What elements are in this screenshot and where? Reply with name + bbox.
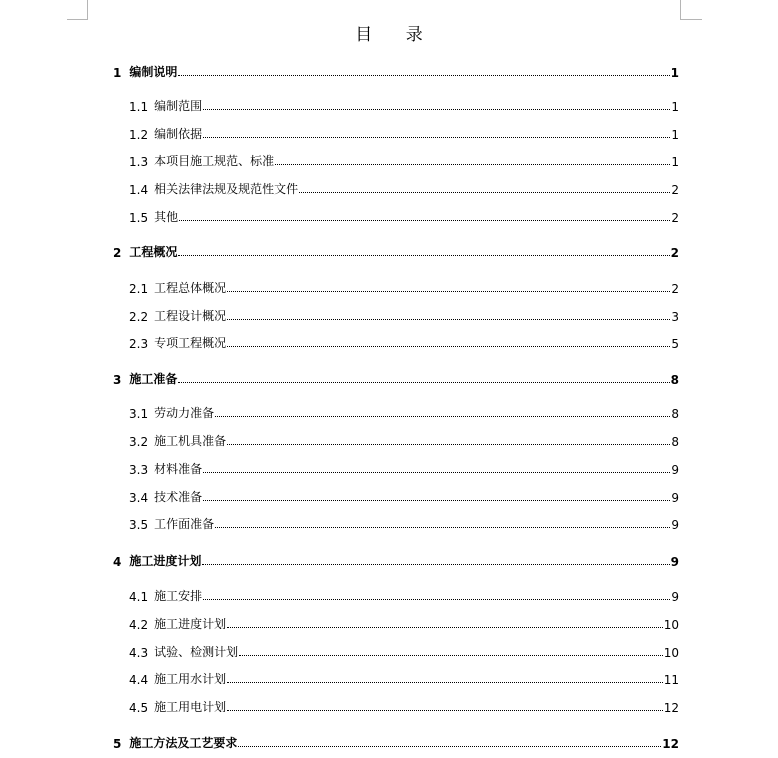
toc-entry-page-number: 9 (671, 590, 679, 604)
toc-entry-section[interactable] (129, 124, 679, 142)
page-title: 目 录 (355, 25, 437, 45)
toc-entry-number: 4.3 (129, 646, 149, 660)
toc-entry-section[interactable] (129, 403, 679, 421)
toc-entry-page-number: 10 (663, 618, 679, 632)
toc-entry-title: 施工安排 (154, 589, 203, 603)
toc-entry-number: 3.2 (129, 435, 149, 449)
toc-entry-number: 3.4 (129, 491, 149, 505)
toc-dot-leader (203, 598, 670, 600)
toc-entry-section[interactable] (129, 487, 679, 505)
toc-entry-title: 施工进度计划 (129, 554, 202, 568)
toc-entry-title: 技术准备 (154, 490, 203, 504)
toc-dot-leader (299, 191, 670, 193)
toc-dot-leader (275, 163, 670, 165)
toc-entry-title: 施工进度计划 (154, 617, 227, 631)
toc-entry-number: 1 (113, 66, 122, 80)
toc-entry-number: 3 (113, 373, 122, 387)
toc-entry-page-number: 12 (662, 737, 679, 751)
toc-entry-chapter[interactable] (113, 242, 679, 260)
toc-entry-title: 专项工程概况 (154, 336, 227, 350)
toc-entry-number: 1.3 (129, 155, 149, 169)
toc-dot-leader (227, 345, 670, 347)
toc-entry-title: 工程总体概况 (154, 281, 227, 295)
toc-dot-leader (227, 290, 670, 292)
toc-entry-page-number: 9 (671, 491, 679, 505)
toc-entry-section[interactable] (129, 151, 679, 169)
toc-entry-page-number: 12 (663, 701, 679, 715)
toc-dot-leader (178, 74, 669, 76)
toc-entry-page-number: 11 (663, 673, 679, 687)
toc-entry-page-number: 1 (671, 128, 679, 142)
toc-dot-leader (238, 745, 661, 747)
toc-entry-chapter[interactable] (113, 551, 679, 569)
toc-entry-page-number: 9 (671, 518, 679, 532)
toc-dot-leader (227, 443, 670, 445)
toc-entry-title: 试验、检测计划 (154, 645, 239, 659)
toc-dot-leader (178, 381, 669, 383)
toc-entry-page-number: 2 (670, 246, 679, 260)
toc-entry-page-number: 1 (671, 100, 679, 114)
toc-entry-title: 材料准备 (154, 462, 203, 476)
toc-entry-section[interactable] (129, 431, 679, 449)
toc-dot-leader (179, 219, 670, 221)
toc-entry-number: 4.1 (129, 590, 149, 604)
toc-dot-leader (227, 709, 663, 711)
toc-entry-page-number: 10 (663, 646, 679, 660)
toc-entry-page-number: 3 (671, 310, 679, 324)
toc-entry-page-number: 5 (671, 337, 679, 351)
toc-entry-section[interactable] (129, 459, 679, 477)
toc-entry-title: 编制范围 (154, 99, 203, 113)
toc-entry-section[interactable] (129, 179, 679, 197)
toc-entry-title: 施工用电计划 (154, 700, 227, 714)
toc-entry-number: 1.4 (129, 183, 149, 197)
toc-entry-number: 4.2 (129, 618, 149, 632)
toc-dot-leader (203, 108, 670, 110)
crop-mark-right-vertical (680, 0, 681, 20)
toc-entry-title: 编制说明 (129, 65, 178, 79)
toc-entry-section[interactable] (129, 278, 679, 296)
toc-entry-number: 5 (113, 737, 122, 751)
toc-dot-leader (203, 499, 670, 501)
toc-entry-number: 2.1 (129, 282, 149, 296)
toc-entry-number: 1.1 (129, 100, 149, 114)
toc-entry-page-number: 8 (671, 407, 679, 421)
toc-entry-number: 1.2 (129, 128, 149, 142)
toc-entry-section[interactable] (129, 333, 679, 351)
toc-dot-leader (239, 654, 663, 656)
toc-entry-number: 2.3 (129, 337, 149, 351)
toc-entry-page-number: 2 (671, 183, 679, 197)
toc-dot-leader (227, 681, 663, 683)
toc-dot-leader (178, 254, 669, 256)
toc-entry-section[interactable] (129, 614, 679, 632)
toc-entry-page-number: 8 (670, 373, 679, 387)
toc-entry-page-number: 9 (670, 555, 679, 569)
toc-dot-leader (202, 563, 669, 565)
toc-entry-number: 2.2 (129, 310, 149, 324)
toc-entry-chapter[interactable] (113, 369, 679, 387)
toc-entry-page-number: 1 (671, 155, 679, 169)
toc-entry-chapter[interactable] (113, 62, 679, 80)
toc-entry-number: 1.5 (129, 211, 149, 225)
toc-entry-title: 工程概况 (129, 245, 178, 259)
toc-entry-section[interactable] (129, 306, 679, 324)
toc-entry-chapter[interactable] (113, 733, 679, 751)
toc-entry-section[interactable] (129, 697, 679, 715)
toc-entry-section[interactable] (129, 514, 679, 532)
crop-mark-left-vertical (87, 0, 88, 20)
toc-entry-section[interactable] (129, 207, 679, 225)
toc-entry-title: 施工用水计划 (154, 672, 227, 686)
toc-dot-leader (227, 318, 670, 320)
toc-entry-title: 编制依据 (154, 127, 203, 141)
toc-entry-title: 相关法律法规及规范性文件 (154, 182, 299, 196)
toc-dot-leader (203, 471, 670, 473)
toc-entry-number: 4.4 (129, 673, 149, 687)
toc-entry-page-number: 2 (671, 211, 679, 225)
toc-entry-title: 本项目施工规范、标准 (154, 154, 275, 168)
toc-entry-title: 劳动力准备 (154, 406, 215, 420)
toc-entry-title: 施工准备 (129, 372, 178, 386)
toc-entry-section[interactable] (129, 642, 679, 660)
toc-entry-page-number: 2 (671, 282, 679, 296)
toc-entry-number: 3.3 (129, 463, 149, 477)
toc-entry-title: 其他 (154, 210, 179, 224)
toc-dot-leader (215, 526, 670, 528)
toc-entry-page-number: 1 (670, 66, 679, 80)
toc-entry-section[interactable] (129, 96, 679, 114)
toc-entry-section[interactable] (129, 586, 679, 604)
toc-entry-title: 施工方法及工艺要求 (129, 736, 238, 750)
toc-dot-leader (215, 415, 670, 417)
toc-entry-title: 工程设计概况 (154, 309, 227, 323)
toc-entry-page-number: 8 (671, 435, 679, 449)
toc-entry-number: 2 (113, 246, 122, 260)
toc-entry-title: 工作面准备 (154, 517, 215, 531)
toc-dot-leader (227, 626, 663, 628)
toc-entry-section[interactable] (129, 669, 679, 687)
toc-dot-leader (203, 136, 670, 138)
toc-entry-number: 4.5 (129, 701, 149, 715)
toc-entry-number: 4 (113, 555, 122, 569)
toc-entry-number: 3.5 (129, 518, 149, 532)
toc-entry-number: 3.1 (129, 407, 149, 421)
toc-entry-title: 施工机具准备 (154, 434, 227, 448)
toc-entry-page-number: 9 (671, 463, 679, 477)
